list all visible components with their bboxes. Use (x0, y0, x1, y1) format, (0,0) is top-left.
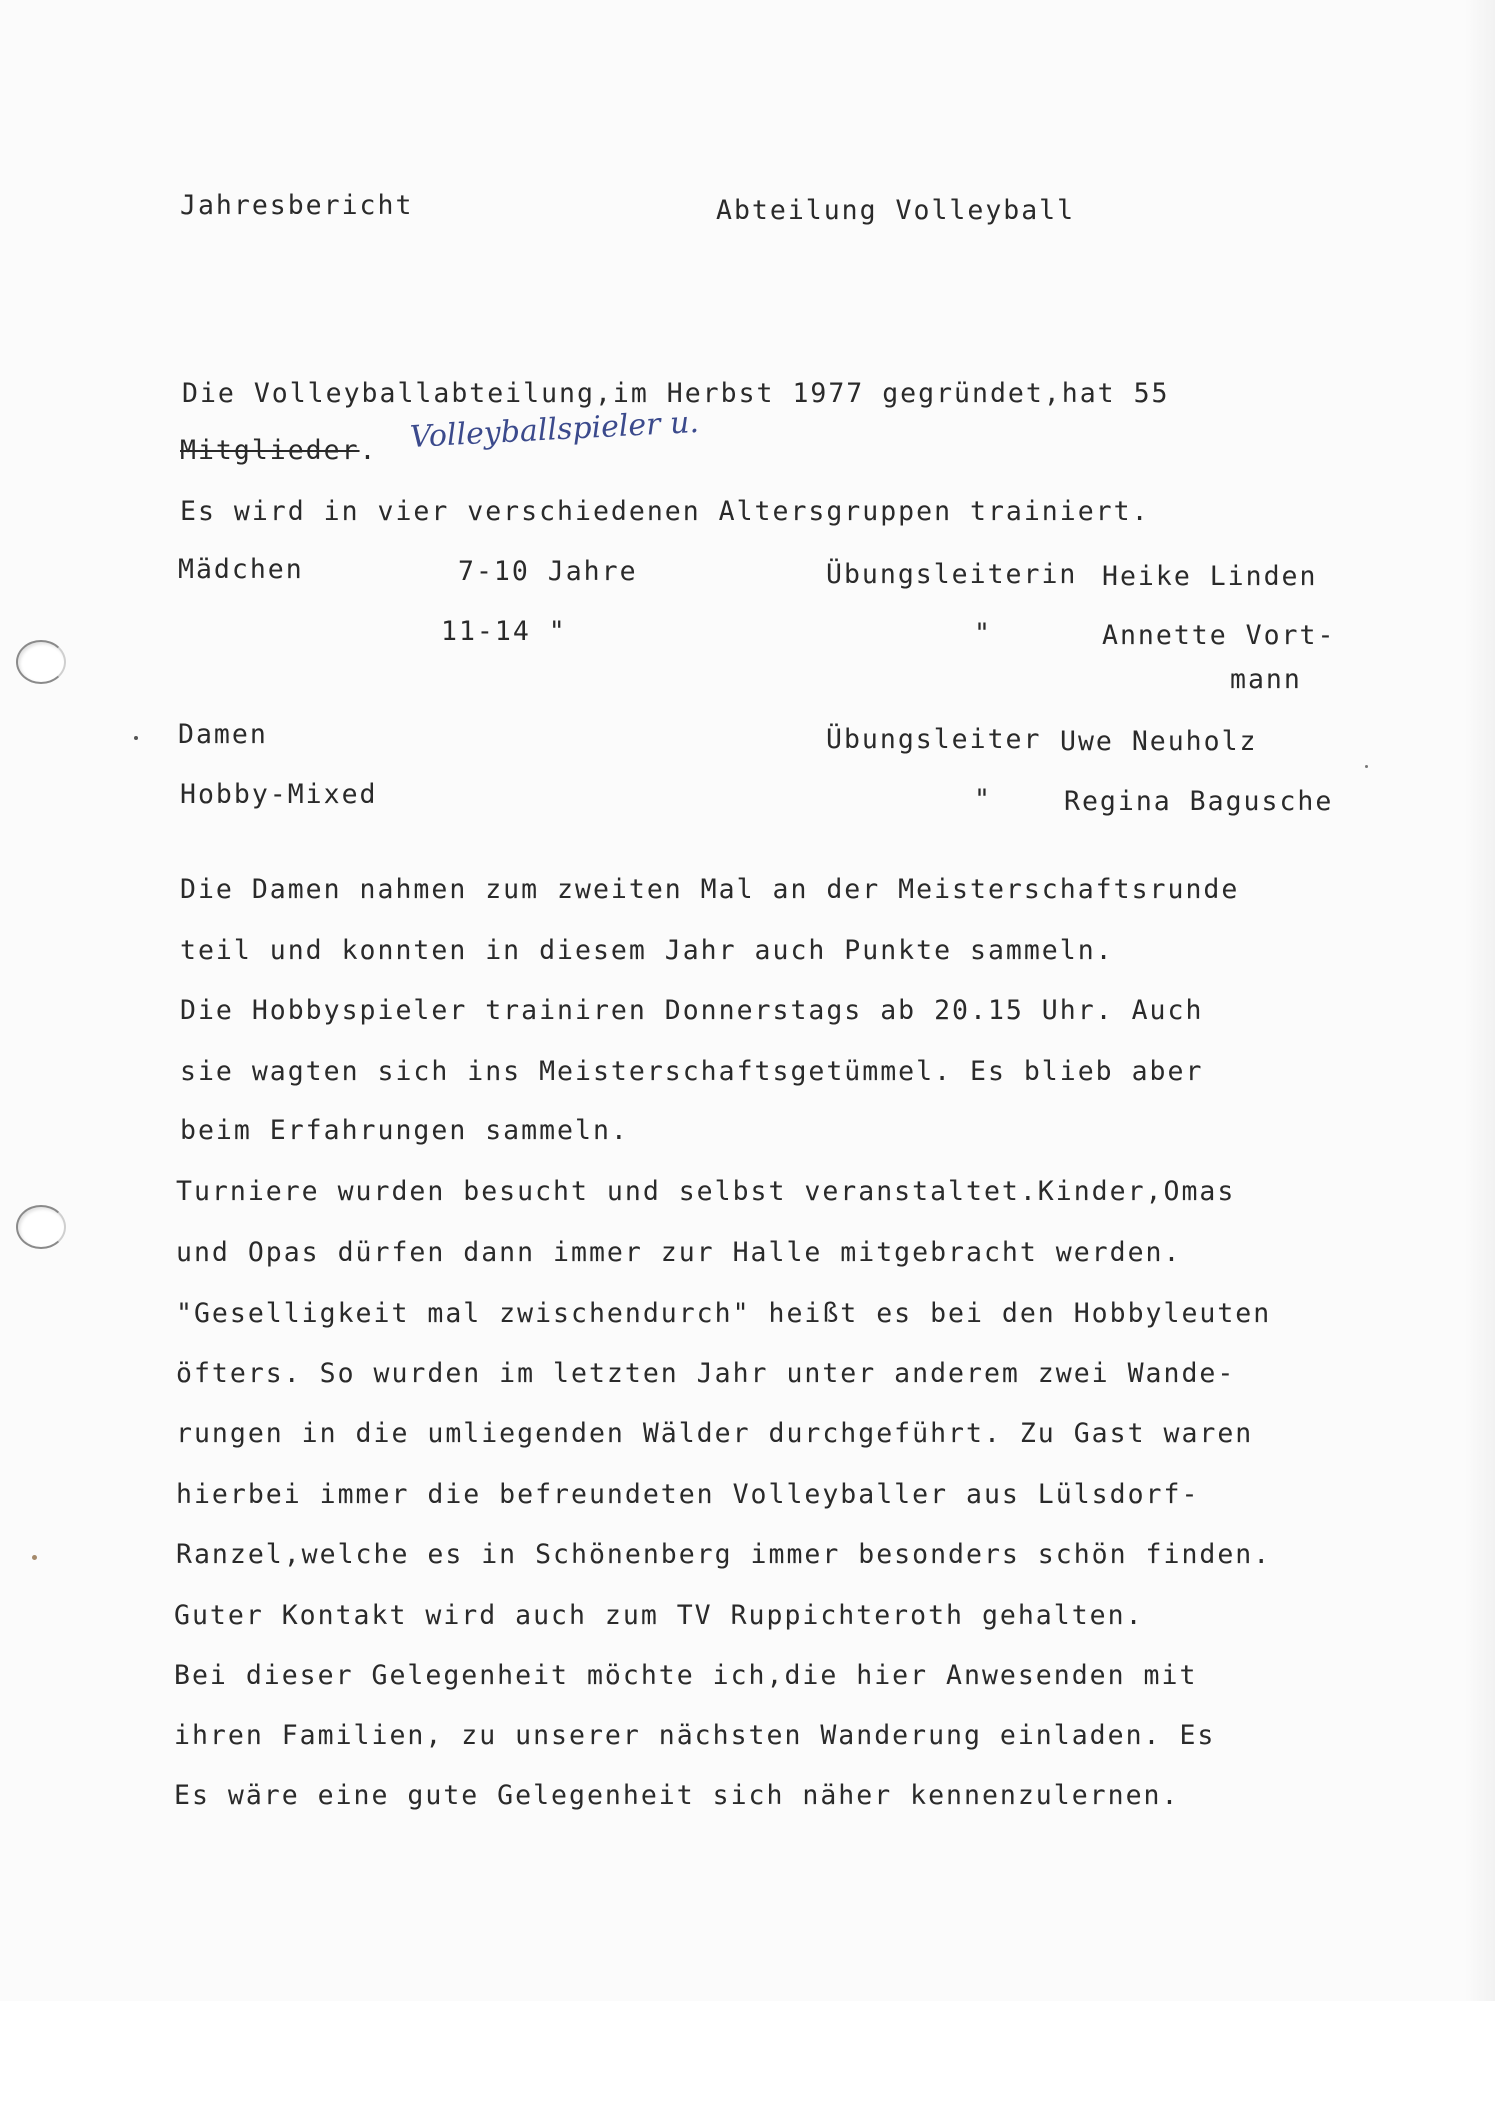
leader-title: " (974, 784, 992, 815)
handwritten-note: Volleyballspieler u. (409, 404, 700, 455)
struck-word: Mitglieder (180, 435, 360, 466)
report-title: Jahresbericht (180, 190, 414, 221)
paper-edge (1465, 0, 1495, 2101)
body-line: öfters. So wurden im letzten Jahr unter anderem zwei Wande- (176, 1358, 1236, 1389)
body-line: Bei dieser Gelegenheit möchte ich,die hier Anwesenden mit (174, 1660, 1198, 1691)
body-line: "Geselligkeit mal zwischendurch" heißt es bei den Hobbyleuten (176, 1298, 1272, 1329)
intro-line-3: Es wird in vier verschiedenen Altersgruppen trainiert. (180, 496, 1150, 527)
page-bottom-margin (0, 2001, 1495, 2101)
body-line: hierbei immer die befreundeten Volleyballer aus Lülsdorf- (176, 1479, 1200, 1510)
paper-speck (134, 736, 138, 740)
punch-hole-top (16, 640, 66, 684)
group-age: 11-14 " (441, 616, 567, 647)
body-line: Die Hobbyspieler trainiren Donnerstags ab 20.15 Uhr. Auch (180, 995, 1204, 1026)
group-age: 7-10 Jahre (458, 556, 638, 587)
leader-title: Übungsleiter (826, 724, 1042, 755)
struck-suffix: . (359, 435, 378, 466)
group-name: Hobby-Mixed (180, 779, 378, 810)
body-line: sie wagten sich ins Meisterschaftsgetümmel. Es blieb aber (180, 1056, 1204, 1087)
body-line: Turniere wurden besucht und selbst veranstaltet.Kinder,Omas (176, 1176, 1236, 1207)
paper-speck (1365, 765, 1368, 768)
intro-line-2 (180, 435, 378, 467)
paper-speck (32, 1555, 37, 1560)
body-line: Es wäre eine gute Gelegenheit sich näher kennenzulernen. (174, 1780, 1180, 1811)
body-line: und Opas dürfen dann immer zur Halle mitgebracht werden. (176, 1237, 1182, 1268)
leader-name: Annette Vort- (1102, 620, 1336, 651)
body-line: Guter Kontakt wird auch zum TV Ruppichteroth gehalten. (174, 1600, 1144, 1631)
body-line: Die Damen nahmen zum zweiten Mal an der Meisterschaftsrunde (180, 874, 1240, 905)
leader-title: Übungsleiterin (826, 559, 1078, 590)
punch-hole-bottom (16, 1205, 66, 1249)
body-line: Ranzel,welche es in Schönenberg immer besonders schön finden. (176, 1539, 1272, 1570)
department-title: Abteilung Volleyball (716, 195, 1076, 226)
intro-line-1: Die Volleyballabteilung,im Herbst 1977 gegründet,hat 55 (182, 378, 1170, 409)
body-line: teil und konnten in diesem Jahr auch Punkte sammeln. (180, 935, 1114, 966)
group-name: Damen (178, 719, 268, 750)
group-name: Mädchen (178, 554, 304, 585)
leader-name: Regina Bagusche (1064, 786, 1334, 817)
leader-name-continued: mann (1230, 664, 1302, 695)
body-line: ihren Familien, zu unserer nächsten Wanderung einladen. Es (174, 1720, 1216, 1751)
leader-title: " (974, 618, 992, 649)
body-line: beim Erfahrungen sammeln. (180, 1115, 629, 1146)
leader-name: Uwe Neuholz (1060, 726, 1258, 757)
body-line: rungen in die umliegenden Wälder durchgeführt. Zu Gast waren (176, 1418, 1254, 1449)
leader-name: Heike Linden (1102, 561, 1318, 592)
